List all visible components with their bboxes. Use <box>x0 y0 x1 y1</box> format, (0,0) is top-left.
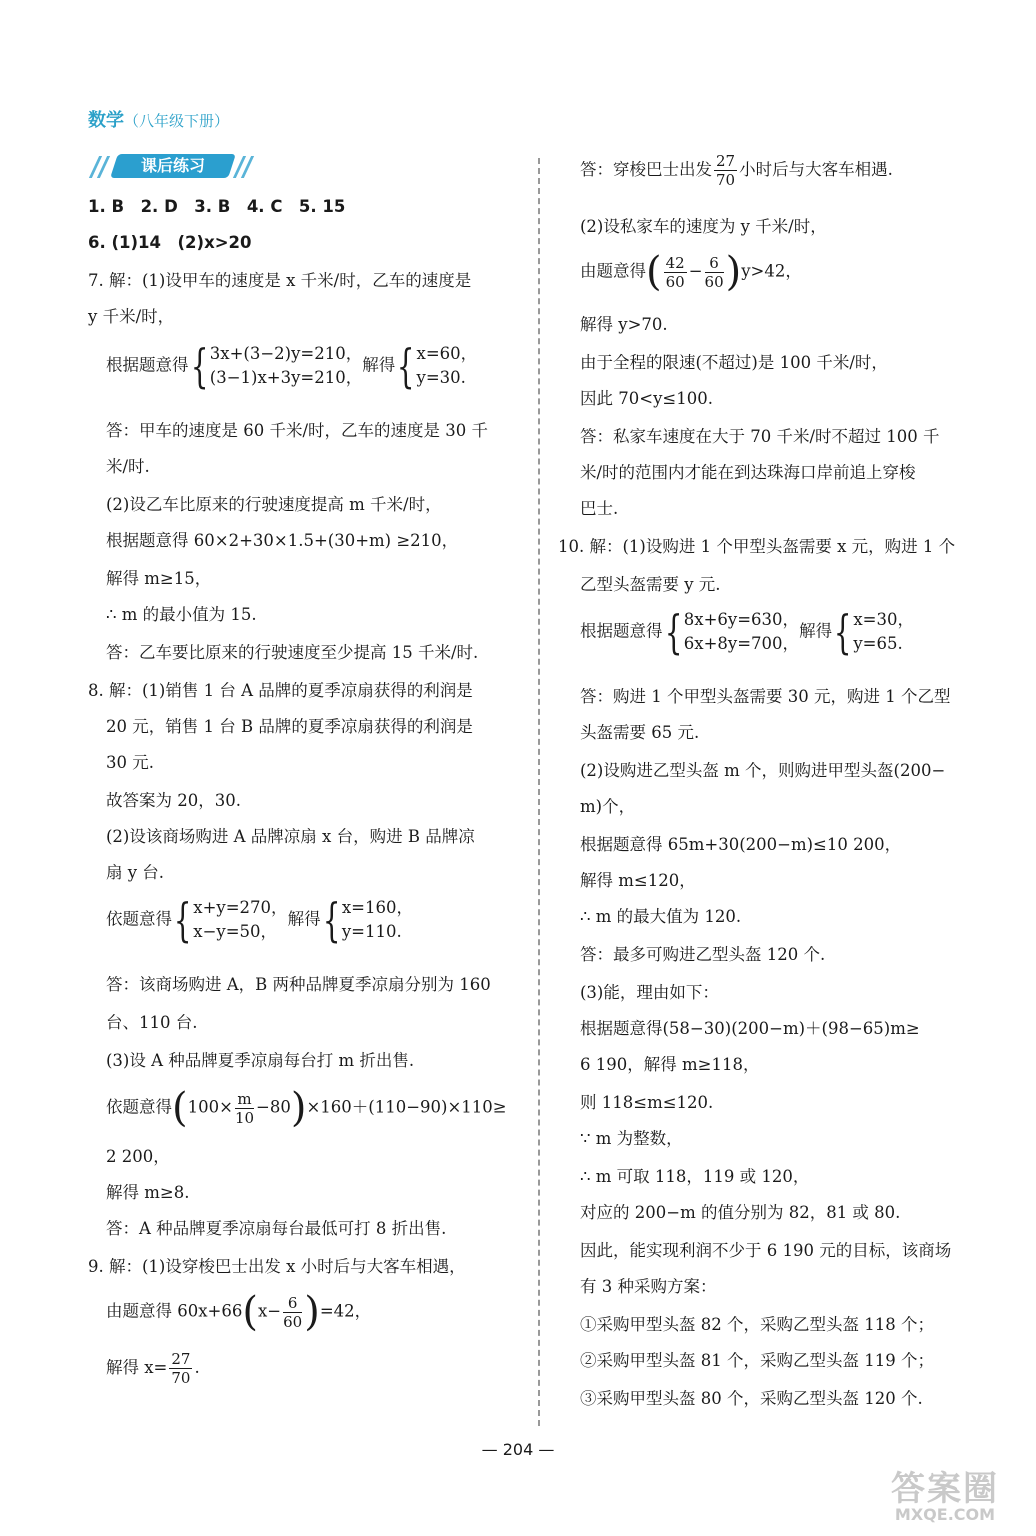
book-header <box>88 106 229 132</box>
answer-line: 因此 70<y≤100. <box>580 389 713 408</box>
solution-expression <box>106 1350 200 1387</box>
answer-line: 9. 解：(1)设穿梭巴士出发 x 小时后与大客车相遇， <box>88 1257 466 1276</box>
answer-line: 10. 解：(1)设购进 1 个甲型头盔需要 x 元，购进 1 个 <box>558 537 956 556</box>
answer-line: 解得 m≤120， <box>580 871 696 890</box>
equation-line: x=160， <box>341 898 413 917</box>
equation-line: x−y=50， <box>193 922 278 941</box>
system-lines <box>193 896 287 944</box>
page-number: — 204 — <box>481 1440 555 1459</box>
equation-line: y=65. <box>853 634 903 653</box>
fraction-numerator: 6 <box>705 254 724 273</box>
answer-line: (2)设购进乙型头盔 m 个，则购进甲型头盔(200− <box>580 761 946 780</box>
text-fragment: −80 <box>256 1097 291 1117</box>
column-divider <box>538 158 540 1426</box>
answer-line: 2 200， <box>106 1147 170 1166</box>
watermark-small-text: MXQE.COM <box>894 1505 996 1524</box>
answer-line: 答：甲车的速度是 60 千米/时，乙车的速度是 30 千 <box>106 421 489 440</box>
fraction <box>283 1294 302 1331</box>
equation-line: x+y=270， <box>193 898 288 917</box>
text-fragment: 依题意得 <box>106 909 172 929</box>
text-fragment: 解得 <box>287 909 321 929</box>
answer-line: (3)设 A 种品牌夏季凉扇每台打 m 折出售. <box>106 1051 415 1070</box>
text-fragment: 由题意得 60x+66 <box>106 1301 243 1321</box>
text-fragment: 解得 x= <box>106 1358 168 1377</box>
brace-icon: { <box>322 893 340 947</box>
inequality-expression <box>580 249 802 295</box>
text-fragment: − <box>688 261 703 281</box>
answer-line: 20 元，销售 1 台 B 品牌的夏季凉扇获得的利润是 <box>106 717 473 736</box>
answer-line: ①采购甲型头盔 82 个，采购乙型头盔 118 个； <box>580 1315 934 1334</box>
fraction <box>705 254 724 291</box>
text-fragment: =42， <box>319 1301 372 1321</box>
answer-line: 6 190，解得 m≥118， <box>580 1055 760 1074</box>
equation-system <box>580 605 914 659</box>
answer-line: 答：购进 1 个甲型头盔需要 30 元，购进 1 个乙型 <box>580 687 951 706</box>
fraction <box>235 1090 254 1127</box>
answer-line: ∴ m 的最小值为 15. <box>106 605 257 624</box>
text-fragment: 解得 <box>799 621 833 641</box>
paren-open-icon: ( <box>172 1085 188 1131</box>
answer-line: 乙型头盔需要 y 元. <box>580 575 721 594</box>
answer-line: m)个， <box>580 797 636 816</box>
answer-line: 头盔需要 65 元. <box>580 723 700 742</box>
text-fragment: 根据题意得 <box>580 621 663 641</box>
fraction <box>169 1350 192 1387</box>
watermark-logo <box>870 1469 1020 1528</box>
equation-line: 6x+8y=700， <box>683 634 800 653</box>
answer-line: 根据题意得 65m+30(200−m)≤10 200， <box>580 835 902 854</box>
answer-line: 扇 y 台. <box>106 863 165 882</box>
answer-line: 解得 y>70. <box>580 315 668 334</box>
text-fragment: 依题意得 <box>106 1097 172 1117</box>
answer-line: 答：乙车要比原来的行驶速度至少提高 15 千米/时. <box>106 643 479 662</box>
answer-line: 答：该商场购进 A，B 两种品牌夏季凉扇分别为 160 <box>106 975 491 994</box>
system-lines <box>684 608 799 656</box>
answer-line: ②采购甲型头盔 81 个，采购乙型头盔 119 个； <box>580 1351 934 1370</box>
answer-line: 根据题意得(58−30)(200−m)＋(98−65)m≥ <box>580 1019 920 1038</box>
fraction-numerator: 27 <box>716 152 736 170</box>
answer-line: ∴ m 的最大值为 120. <box>580 907 742 926</box>
paren-open-icon: ( <box>646 249 662 295</box>
fraction-denominator: 60 <box>665 272 685 291</box>
fraction-numerator: 6 <box>283 1294 302 1313</box>
watermark-big-text: 答案圈 <box>891 1469 999 1509</box>
answer-line: 巴士. <box>580 499 619 518</box>
brace-icon: { <box>664 605 682 659</box>
inequality-expression <box>106 1085 507 1131</box>
fraction-numerator: 42 <box>665 253 685 272</box>
equation-line: x=30， <box>853 610 914 629</box>
answer-line: 答：A 种品牌夏季凉扇每台最低可打 8 折出售. <box>106 1219 447 1238</box>
paren-open-icon: ( <box>242 1289 258 1335</box>
answer-line: 米/时的范围内才能在到达珠海口岸前追上穿梭 <box>580 463 916 482</box>
answer-line: (2)设乙车比原来的行驶速度提高 m 千米/时， <box>106 495 442 514</box>
brace-icon: { <box>173 893 192 947</box>
answer-line: 米/时. <box>106 457 150 476</box>
answer-line: 6. (1)14 (2)x>20 <box>88 233 252 252</box>
system-lines <box>210 342 362 390</box>
answer-line: ∵ m 为整数， <box>580 1129 683 1148</box>
answer-line: 则 118≤m≤120. <box>580 1093 714 1112</box>
section-banner <box>92 150 252 184</box>
equation-line: 8x+6y=630， <box>683 610 800 629</box>
equation-line: y=30. <box>416 368 466 387</box>
answer-line: 对应的 200−m 的值分别为 82，81 或 80. <box>580 1203 901 1222</box>
paren-close-icon: ) <box>725 249 742 295</box>
answer-line: 故答案为 20，30. <box>106 791 241 810</box>
equation-system <box>106 893 413 947</box>
text-fragment: 100× <box>187 1097 233 1117</box>
solution-lines <box>342 896 413 944</box>
answer-line: 答：最多可购进乙型头盔 120 个. <box>580 945 826 964</box>
fraction <box>714 152 737 189</box>
answer-line: 根据题意得 60×2+30×1.5+(30+m) ≥210， <box>106 531 459 550</box>
answer-line: 有 3 种采购方案： <box>580 1277 717 1296</box>
fraction-numerator: m <box>235 1090 254 1109</box>
answer-line: 答：私家车速度在大于 70 千米/时不超过 100 千 <box>580 427 940 446</box>
answer-line: 1. B 2. D 3. B 4. C 5. 15 <box>88 197 346 216</box>
text-fragment: . <box>194 1358 200 1377</box>
fraction-denominator: 60 <box>283 1312 303 1331</box>
solution-lines <box>853 608 914 656</box>
text-fragment: 解得 <box>362 355 396 375</box>
answer-line: 因此，能实现利润不少于 6 190 元的目标，该商场 <box>580 1241 952 1260</box>
answer-line: 台、110 台. <box>106 1013 198 1032</box>
equation-line: x=60， <box>416 344 478 363</box>
text-fragment: y>42， <box>741 261 802 281</box>
text-fragment: 答：穿梭巴士出发 <box>580 160 712 179</box>
brace-icon: { <box>190 339 208 393</box>
volume-label: （八年级下册） <box>124 112 230 130</box>
fraction-denominator: 70 <box>716 171 736 189</box>
answer-line: 解得 m≥8. <box>106 1183 190 1202</box>
text-fragment: 小时后与大客车相遇. <box>739 160 893 179</box>
equation-line: y=110. <box>341 922 402 941</box>
fraction <box>664 254 687 291</box>
answer-expression <box>580 152 893 189</box>
answer-line: (2)设该商场购进 A 品牌凉扇 x 台，购进 B 品牌凉 <box>106 827 475 846</box>
fraction-denominator: 60 <box>704 272 724 291</box>
answer-line: y 千米/时， <box>88 307 175 326</box>
brace-icon: { <box>397 339 415 393</box>
section-label: 课后练习 <box>140 156 205 175</box>
subject-label: 数学 <box>88 110 124 131</box>
answer-line: ③采购甲型头盔 80 个，采购乙型头盔 120 个. <box>580 1389 923 1408</box>
solution-lines <box>417 342 478 390</box>
answer-line: (2)设私家车的速度为 y 千米/时， <box>580 217 827 236</box>
section-tag <box>110 154 236 178</box>
text-fragment: 根据题意得 <box>106 355 189 375</box>
answer-line: ∴ m 可取 118，119 或 120， <box>580 1167 810 1186</box>
equation-line: (3−1)x+3y=210， <box>209 368 363 387</box>
equation-line: 3x+(3−2)y=210， <box>209 344 363 363</box>
fraction-denominator: 10 <box>234 1108 255 1127</box>
equation-system <box>106 339 478 393</box>
fraction-numerator: 27 <box>171 1350 191 1368</box>
text-fragment: ×160＋(110−90)×110≥ <box>306 1097 507 1117</box>
answer-line: 由于全程的限速(不超过)是 100 千米/时， <box>580 353 888 372</box>
answer-line: 30 元. <box>106 753 154 772</box>
paren-close-icon: ) <box>290 1085 307 1131</box>
fraction-denominator: 70 <box>171 1369 191 1387</box>
brace-icon: { <box>833 605 852 659</box>
text-fragment: x− <box>257 1301 282 1321</box>
equation-expression <box>106 1289 372 1335</box>
paren-close-icon: ) <box>304 1289 320 1335</box>
answer-line: 解得 m≥15， <box>106 569 212 588</box>
answer-line: 7. 解：(1)设甲车的速度是 x 千米/时，乙车的速度是 <box>88 271 472 290</box>
answer-line: 8. 解：(1)销售 1 台 A 品牌的夏季凉扇获得的利润是 <box>88 681 473 700</box>
text-fragment: 由题意得 <box>580 261 646 281</box>
answer-line: (3)能，理由如下： <box>580 983 719 1002</box>
